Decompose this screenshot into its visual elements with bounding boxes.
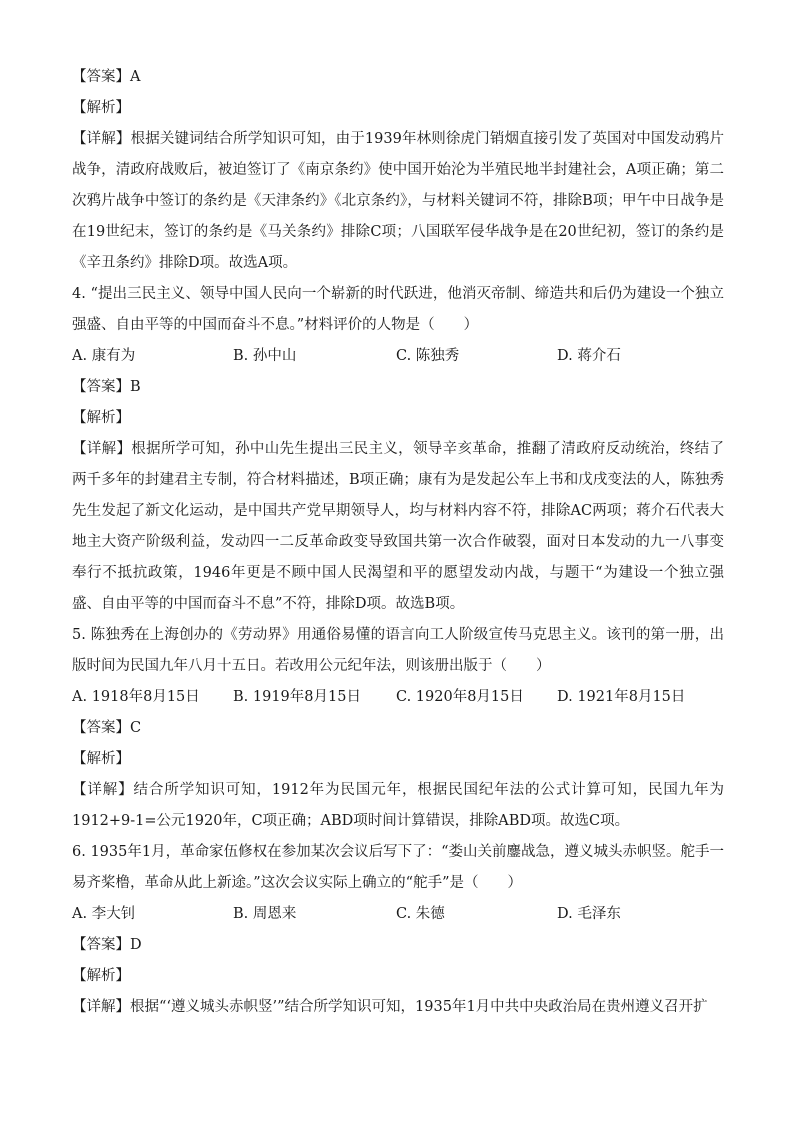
- q5-options: [72, 682, 724, 713]
- q6-options: [72, 899, 724, 930]
- q4-answer: 【答案】B: [72, 379, 141, 395]
- q3-answer: 【答案】A: [72, 69, 141, 85]
- document-page: [72, 62, 724, 1023]
- q4-option-a: A. 康有为: [72, 348, 136, 364]
- q6-option-a: A. 李大钊: [72, 906, 136, 922]
- q4-analysis-label: 【解析】: [72, 410, 130, 426]
- q4-option-c: C. 陈独秀: [396, 348, 460, 364]
- q4-stem: 4. “提出三民主义、领导中国人民向一个崭新的时代跃进，他消灭帝制、缔造共和后仍为建设一个独立强盛、自由平等的中国而奋斗不息。”材料评价的人物是（ ）: [72, 286, 724, 333]
- q6-option-b: B. 周恩来: [233, 906, 297, 922]
- q3-detail: 【详解】根据关键词结合所学知识可知，由于1939年林则徐虎门销烟直接引发了英国对中国发动鸦片战争，清政府战败后，被迫签订了《南京条约》使中国开始沦为半殖民地半封建社会，A项正确；第二次鸦片战争中签订的条约是《天津条约》《北京条约》，与材料关键词不符，排除B项；甲午中日战争是在19世纪末，签订的条约是《马关条约》排除C项；八国联军侵华战争是在20世纪初，签订的条约是《辛丑条约》排除D项。故选A项。: [72, 131, 724, 271]
- q6-option-c: C. 朱德: [396, 906, 445, 922]
- q5-analysis-label: 【解析】: [72, 751, 130, 767]
- q5-answer: 【答案】C: [72, 720, 142, 736]
- q4-options: [72, 341, 724, 372]
- q6-option-d: D. 毛泽东: [557, 906, 621, 922]
- q5-stem: 5. 陈独秀在上海创办的《劳动界》用通俗易懂的语言向工人阶级宣传马克思主义。该刊的第一册，出版时间为民国九年八月十五日。若改用公元纪年法，则该册出版于（ ）: [72, 627, 724, 674]
- q4-option-d: D. 蒋介石: [557, 348, 621, 364]
- q5-detail: 【详解】结合所学知识可知，1912年为民国元年，根据民国纪年法的公式计算可知，民国九年为1912+9-1=公元1920年，C项正确；ABD项时间计算错误，排除ABD项。故选C项。: [72, 782, 724, 829]
- q4-option-b: B. 孙中山: [233, 348, 297, 364]
- q5-option-c: C. 1920年8月15日: [396, 689, 524, 705]
- q5-option-a: A. 1918年8月15日: [72, 689, 200, 705]
- q6-analysis-label: 【解析】: [72, 968, 130, 984]
- q3-analysis-label: 【解析】: [72, 100, 130, 116]
- q6-stem: 6. 1935年1月，革命家伍修权在参加某次会议后写下了：“娄山关前鏖战急，遵义城头赤帜竖。舵手一易齐桨橹，革命从此上新途。”这次会议实际上确立的“舵手”是（ ）: [72, 844, 724, 891]
- q5-option-b: B. 1919年8月15日: [233, 689, 361, 705]
- q4-detail: 【详解】根据所学可知，孙中山先生提出三民主义，领导辛亥革命，推翻了清政府反动统治，终结了两千多年的封建君主专制，符合材料描述，B项正确；康有为是发起公车上书和戊戌变法的人，陈独秀先生发起了新文化运动，是中国共产党早期领导人，均与材料内容不符，排除AC两项；蒋介石代表大地主大资产阶级利益，发动四一二反革命政变导致国共第一次合作破裂，面对日本发动的九一八事变奉行不抵抗政策，1946年更是不顾中国人民渴望和平的愿望发动内战，与题干“为建设一个独立强盛、自由平等的中国而奋斗不息”不符，排除D项。故选B项。: [72, 441, 724, 612]
- q5-option-d: D. 1921年8月15日: [557, 689, 686, 705]
- q6-detail-start: 【详解】根据“‘遵义城头赤帜竖’”结合所学知识可知，1935年1月中共中央政治局在贵州遵义召开扩: [72, 999, 708, 1015]
- q6-answer: 【答案】D: [72, 937, 142, 953]
